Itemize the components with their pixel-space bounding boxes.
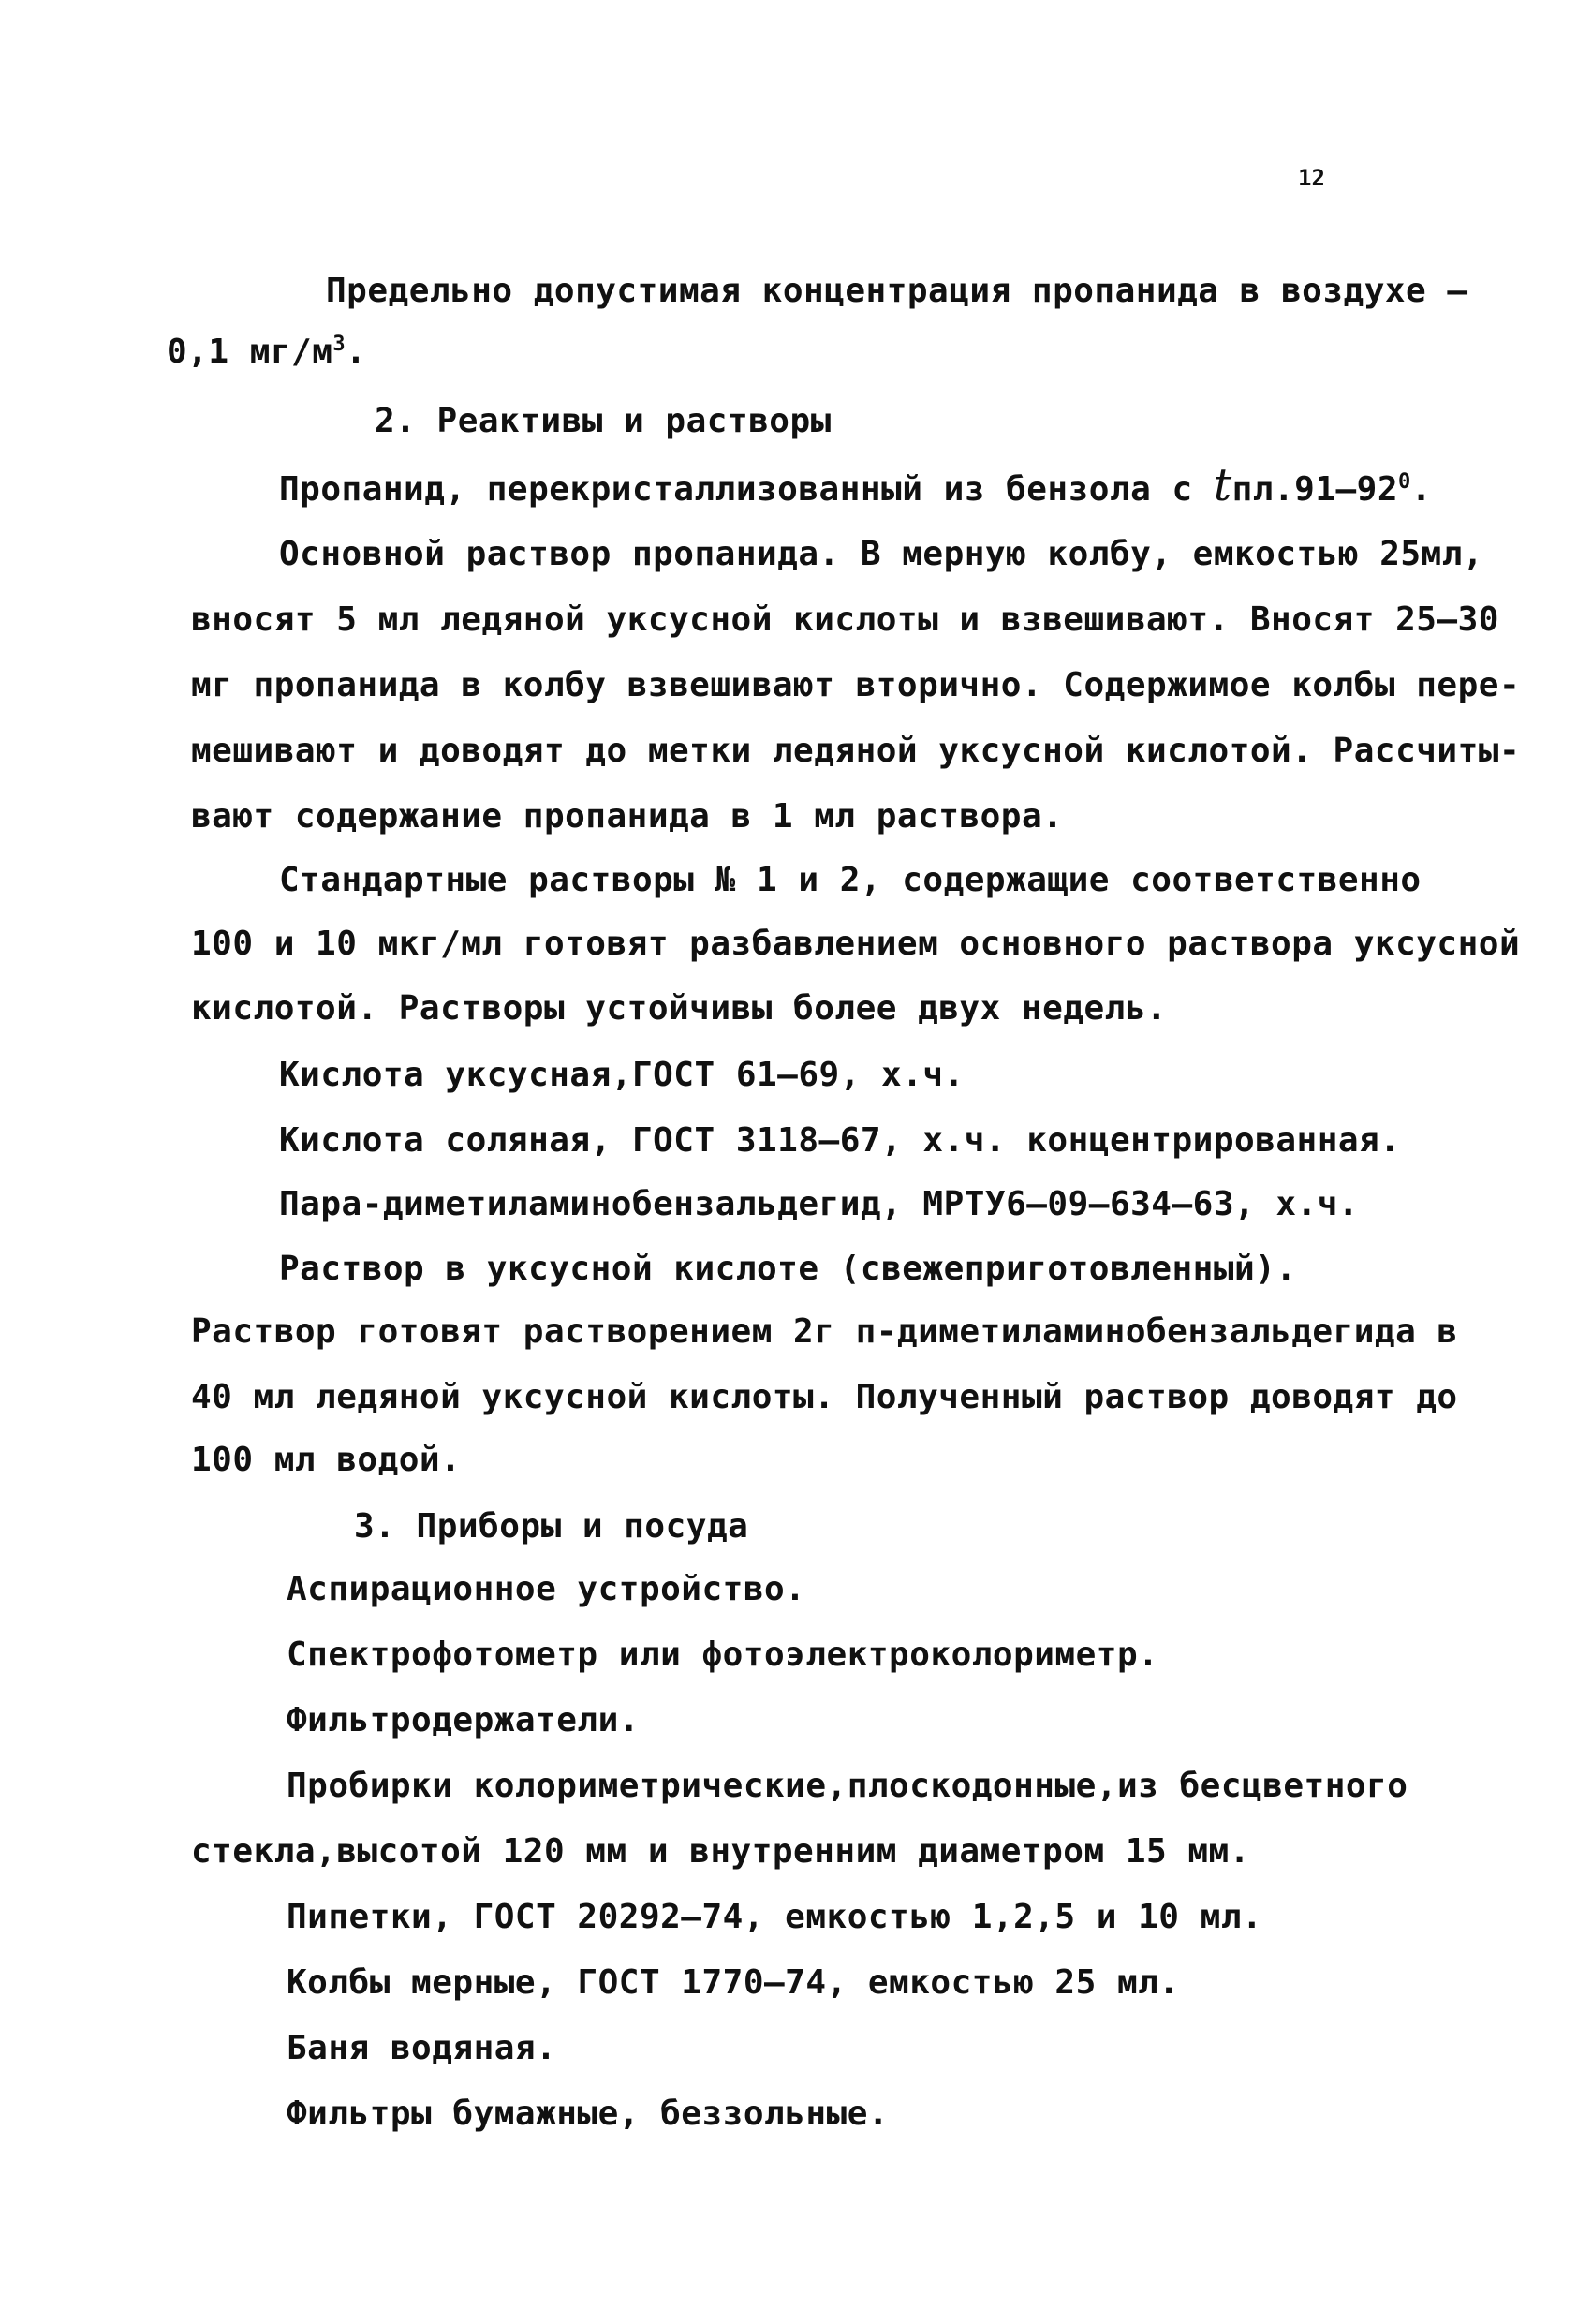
propanid-text: Пропанид, перекристаллизованный из бензола с (279, 470, 1214, 509)
reagent-solution: Раствор в уксусной кислоте (свежеприготовленный). (279, 1250, 1297, 1288)
section-3-heading: 3. Приборы и посуда (354, 1507, 749, 1546)
main-solution-line-3: мг пропанида в колбу взвешивают вторично. Содержимое колбы пере- (191, 666, 1521, 704)
main-solution-line-1: Основной раствор пропанида. В мерную колбу, емкостью 25мл, (279, 535, 1484, 573)
main-solution-line-5: вают содержание пропанида в 1 мл раствора. (191, 797, 1064, 836)
equipment-pipettes: Пипетки, ГОСТ 20292–74, емкостью 1,2,5 и 10 мл. (287, 1898, 1263, 1936)
solution-prep-line-2: 40 мл ледяной уксусной кислоты. Полученный раствор доводят до (191, 1378, 1458, 1416)
equipment-volumetric-flasks: Колбы мерные, ГОСТ 1770–74, емкостью 25 мл. (287, 1963, 1180, 2002)
standard-solutions-line-1: Стандартные растворы № 1 и 2, содержащие соответственно (279, 861, 1422, 899)
mac-value: 0,1 мг/м (167, 333, 333, 371)
mac-line-1: Предельно допустимая концентрация пропанида в воздухе – (326, 272, 1468, 310)
propanid-line (279, 459, 1432, 511)
handwritten-t: t (1213, 459, 1232, 511)
equipment-test-tubes-line-1: Пробирки колориметрические,плоскодонные,из бесцветного (287, 1767, 1408, 1805)
section-2-heading: 2. Реактивы и растворы (375, 402, 832, 440)
equipment-water-bath: Баня водяная. (287, 2029, 557, 2067)
reagent-dimethylaminobenzaldehyde: Пара-диметиламинобензальдегид, МРТУ6–09–634–63, х.ч. (279, 1185, 1360, 1223)
equipment-paper-filters: Фильтры бумажные, беззольные. (287, 2095, 890, 2133)
equipment-aspirator: Аспирационное устройство. (287, 1570, 806, 1608)
standard-solutions-line-2: 100 и 10 мкг/мл готовят разбавлением основного раствора уксусной (191, 925, 1521, 963)
standard-solutions-line-3: кислотой. Растворы устойчивы более двух недель. (191, 989, 1168, 1028)
melting-point: пл.91–92 (1231, 470, 1399, 509)
main-solution-line-4: мешивают и доводят до метки ледяной уксусной кислотой. Рассчиты- (191, 732, 1521, 770)
reagent-hydrochloric-acid: Кислота соляная, ГОСТ 3118–67, х.ч. концентрированная. (279, 1121, 1401, 1160)
main-solution-line-2: вносят 5 мл ледяной уксусной кислоты и взвешивают. Вносят 25–30 (191, 600, 1499, 639)
equipment-filter-holders: Фильтродержатели. (287, 1701, 640, 1739)
propanid-period: . (1410, 470, 1432, 509)
mac-line-2 (167, 332, 366, 373)
reagent-acetic-acid: Кислота уксусная,ГОСТ 61–69, х.ч. (279, 1056, 965, 1094)
mac-unit-exponent: 3 (332, 333, 346, 356)
degree-sign: 0 (1398, 470, 1411, 494)
page-number: 12 (1298, 165, 1325, 191)
equipment-spectrophotometer: Спектрофотометр или фотоэлектроколориметр. (287, 1636, 1159, 1674)
solution-prep-line-3: 100 мл водой. (191, 1441, 462, 1479)
solution-prep-line-1: Раствор готовят растворением 2г п-диметиламинобензальдегида в (191, 1312, 1458, 1351)
equipment-test-tubes-line-2: стекла,высотой 120 мм и внутренним диаметром 15 мм. (191, 1832, 1250, 1871)
mac-period: . (346, 333, 367, 371)
